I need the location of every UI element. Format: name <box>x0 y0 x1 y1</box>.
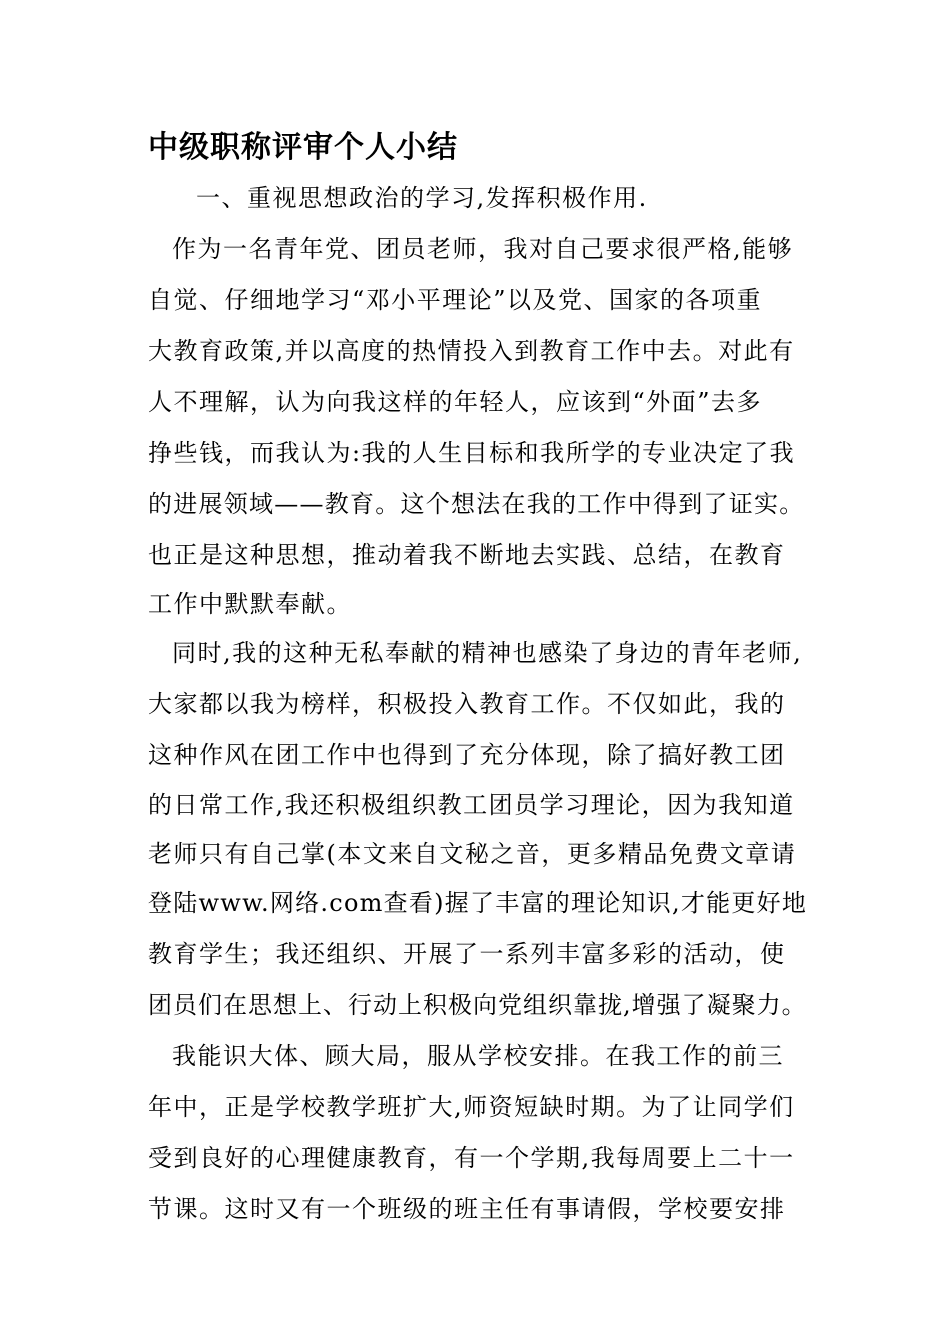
section-heading: 一、重视思想政治的学习,发挥积极作用. <box>196 184 648 212</box>
paragraph-line: 我能识大体、顾大局，服从学校安排。在我工作的前三 <box>172 1042 784 1070</box>
paragraph-line: 受到良好的心理健康教育，有一个学期,我每周要上二十一 <box>148 1144 795 1172</box>
paragraph-line: 工作中默默奉献。 <box>148 590 352 618</box>
paragraph-line: 也正是这种思想，推动着我不断地去实践、总结，在教育 <box>148 541 786 569</box>
paragraph-line: 节课。这时又有一个班级的班主任有事请假，学校要安排 <box>148 1195 786 1223</box>
paragraph-line: 自觉、仔细地学习“邓小平理论”以及党、国家的各项重 <box>148 286 763 314</box>
paragraph-line: 大家都以我为榜样，积极投入教育工作。不仅如此，我的 <box>148 690 786 718</box>
paragraph-line: 老师只有自己掌(本文来自文秘之音，更多精品免费文章请 <box>148 840 797 868</box>
paragraph-line: 大教育政策,并以高度的热情投入到教育工作中去。对此有 <box>148 337 795 365</box>
paragraph-line: 的进展领域——教育。这个想法在我的工作中得到了证实。 <box>148 490 805 518</box>
paragraph-line: 挣些钱，而我认为:我的人生目标和我所学的专业决定了我 <box>148 439 796 467</box>
paragraph-line: 团员们在思想上、行动上积极向党组织靠拢,增强了凝聚力。 <box>148 991 807 1019</box>
paragraph-line: 人不理解，认为向我这样的年轻人，应该到“外面”去多 <box>148 388 763 416</box>
paragraph-line: 教育学生；我还组织、开展了一系列丰富多彩的活动，使 <box>148 940 786 968</box>
paragraph-line: 这种作风在团工作中也得到了充分体现，除了搞好教工团 <box>148 741 786 769</box>
document-title: 中级职称评审个人小结 <box>148 130 458 165</box>
paragraph-line: 作为一名青年党、团员老师，我对自己要求很严格,能够 <box>172 235 794 263</box>
paragraph-line: 登陆www.网络.com查看)握了丰富的理论知识,才能更好地 <box>148 889 808 917</box>
paragraph-line: 的日常工作,我还积极组织教工团员学习理论，因为我知道 <box>148 791 795 819</box>
paragraph-line: 年中，正是学校教学班扩大,师资短缺时期。为了让同学们 <box>148 1093 795 1121</box>
paragraph-line: 同时,我的这种无私奉献的精神也感染了身边的青年老师, <box>172 639 803 667</box>
